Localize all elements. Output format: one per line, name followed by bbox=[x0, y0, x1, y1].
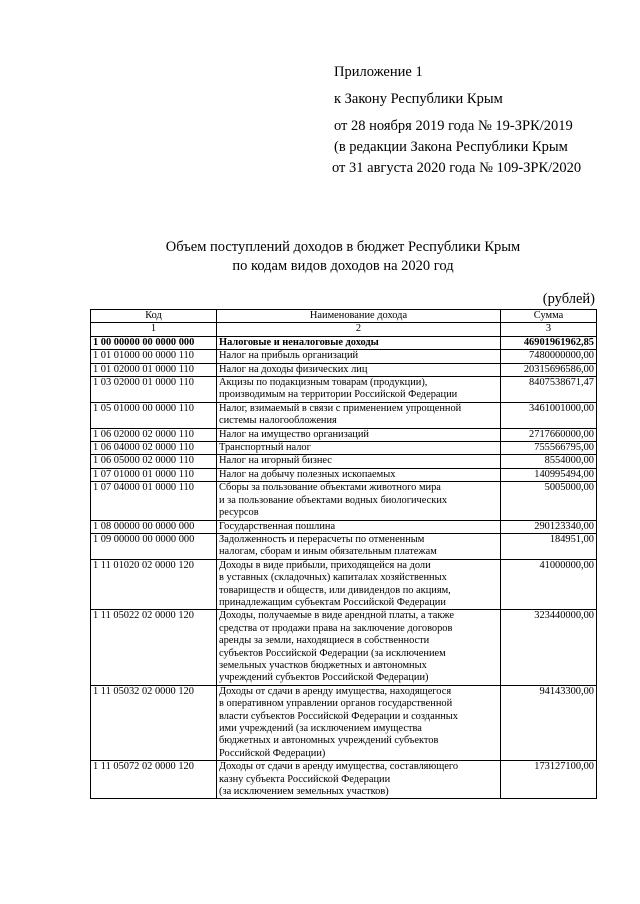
row-name bbox=[217, 685, 501, 760]
column-number-3: 3 bbox=[501, 323, 597, 336]
appendix-header bbox=[334, 62, 634, 179]
row-name-line: Налог, взимаемый в связи с применением упрощенной bbox=[219, 402, 462, 414]
row-code: 1 08 00000 00 0000 000 bbox=[91, 520, 217, 533]
header-code: Код bbox=[91, 310, 217, 323]
row-name-line: Доходы в виде прибыли, приходящейся на доли bbox=[219, 559, 431, 571]
row-code: 1 01 02000 01 0000 110 bbox=[91, 363, 217, 376]
table-body bbox=[91, 336, 597, 799]
appendix-title: Приложение 1 bbox=[334, 64, 423, 80]
row-code: 1 06 04000 02 0000 110 bbox=[91, 442, 217, 455]
table-row bbox=[91, 610, 597, 685]
row-code: 1 11 05032 02 0000 120 bbox=[91, 685, 217, 760]
row-name-line: Доходы от сдачи в аренду имущества, находящегося bbox=[219, 685, 452, 697]
row-sum: 3461001000,00 bbox=[501, 402, 597, 428]
row-name bbox=[217, 533, 501, 559]
row-code: 1 11 01020 02 0000 120 bbox=[91, 559, 217, 610]
table-row bbox=[91, 363, 597, 376]
row-sum: 755566795,00 bbox=[501, 442, 597, 455]
row-name bbox=[217, 336, 501, 349]
row-code: 1 11 05072 02 0000 120 bbox=[91, 761, 217, 799]
title-line-2: по кодам видов доходов на 2020 год bbox=[232, 258, 454, 274]
row-name-line: средства от продажи права на заключение договоров bbox=[219, 622, 453, 634]
table-row bbox=[91, 402, 597, 428]
row-sum: 184951,00 bbox=[501, 533, 597, 559]
row-name-line: товариществ и обществ, или дивидендов по акциям, bbox=[219, 584, 451, 596]
table-row bbox=[91, 468, 597, 481]
row-code: 1 03 02000 01 0000 110 bbox=[91, 377, 217, 403]
row-name bbox=[217, 610, 501, 685]
row-name bbox=[217, 428, 501, 441]
table-row bbox=[91, 350, 597, 363]
row-sum: 290123340,00 bbox=[501, 520, 597, 533]
row-name-line: Задолженность и перерасчеты по отмененным bbox=[219, 533, 425, 545]
row-name-line: принадлежащим субъектам Российской Федерации bbox=[219, 596, 446, 608]
table-row bbox=[91, 482, 597, 520]
table-row bbox=[91, 559, 597, 610]
row-name-line: ресурсов bbox=[219, 507, 259, 519]
row-name-line: Доходы от сдачи в аренду имущества, составляющего bbox=[219, 761, 459, 773]
row-code: 1 09 00000 00 0000 000 bbox=[91, 533, 217, 559]
row-sum: 323440000,00 bbox=[501, 610, 597, 685]
column-number-1: 1 bbox=[91, 323, 217, 336]
row-sum: 140995494,00 bbox=[501, 468, 597, 481]
row-name bbox=[217, 482, 501, 520]
row-code: 1 07 04000 01 0000 110 bbox=[91, 482, 217, 520]
row-name-line: Налог на добычу полезных ископаемых bbox=[219, 468, 396, 480]
row-code: 1 11 05022 02 0000 120 bbox=[91, 610, 217, 685]
table-row bbox=[91, 336, 597, 349]
row-name-line: Налог на имущество организаций bbox=[219, 428, 369, 440]
header-sum: Сумма bbox=[501, 310, 597, 323]
row-sum: 7480000000,00 bbox=[501, 350, 597, 363]
table-header-row bbox=[91, 310, 597, 323]
header-name: Наименование дохода bbox=[217, 310, 501, 323]
row-name-line: субъектов Российской Федерации (за исключением bbox=[219, 647, 446, 659]
row-sum: 20315696586,00 bbox=[501, 363, 597, 376]
row-name-line: системы налогообложения bbox=[219, 415, 337, 427]
appendix-law-reference: к Закону Республики Крым bbox=[334, 91, 503, 107]
row-name-line: Акцизы по подакцизным товарам (продукции), bbox=[219, 377, 428, 389]
unit-label: (рублей) bbox=[542, 291, 595, 307]
table-row bbox=[91, 520, 597, 533]
row-sum: 173127100,00 bbox=[501, 761, 597, 799]
row-name-line: бюджетных и автономных учреждений субъектов bbox=[219, 735, 439, 747]
row-name-line: Налог на прибыль организаций bbox=[219, 350, 359, 362]
row-code: 1 05 01000 00 0000 110 bbox=[91, 402, 217, 428]
income-table bbox=[90, 309, 597, 799]
row-name-line: казну субъекта Российской Федерации bbox=[219, 773, 391, 785]
row-sum: 5005000,00 bbox=[501, 482, 597, 520]
row-name-line: Налоговые и неналоговые доходы bbox=[219, 336, 379, 348]
table-row bbox=[91, 428, 597, 441]
row-name-line: учреждений субъектов Российской Федерации) bbox=[219, 672, 429, 684]
row-name-line: Государственная пошлина bbox=[219, 520, 336, 532]
table-row bbox=[91, 455, 597, 468]
table-row bbox=[91, 761, 597, 799]
row-sum: 8554000,00 bbox=[501, 455, 597, 468]
row-sum: 46901961962,85 bbox=[501, 336, 597, 349]
row-sum: 2717660000,00 bbox=[501, 428, 597, 441]
row-name bbox=[217, 402, 501, 428]
row-code: 1 00 00000 00 0000 000 bbox=[91, 336, 217, 349]
row-name bbox=[217, 468, 501, 481]
row-sum: 8407538671,47 bbox=[501, 377, 597, 403]
row-name bbox=[217, 363, 501, 376]
row-name-line: налогам, сборам и иным обязательным платежам bbox=[219, 546, 437, 558]
appendix-edition-date: от 31 августа 2020 года № 109-ЗРК/2020 bbox=[332, 160, 582, 176]
title-line-1: Объем поступлений доходов в бюджет Республики Крым bbox=[165, 239, 521, 255]
row-name bbox=[217, 559, 501, 610]
row-code: 1 06 02000 02 0000 110 bbox=[91, 428, 217, 441]
table-row bbox=[91, 685, 597, 760]
row-name-line: в оперативном управлении органов государственной bbox=[219, 698, 453, 710]
row-name-line: и за пользование объектами водных биологических bbox=[219, 494, 448, 506]
row-name-line: Налог на доходы физических лиц bbox=[219, 363, 368, 375]
row-name bbox=[217, 520, 501, 533]
row-name bbox=[217, 442, 501, 455]
table-row bbox=[91, 442, 597, 455]
row-name-line: Транспортный налог bbox=[219, 442, 311, 454]
document-title bbox=[0, 238, 640, 276]
row-sum: 41000000,00 bbox=[501, 559, 597, 610]
row-name-line: ими учреждений (за исключением имущества bbox=[219, 723, 422, 734]
row-name-line: производимым на территории Российской Федерации bbox=[219, 389, 458, 401]
row-name-line: Российской Федерации) bbox=[219, 747, 326, 759]
row-code: 1 07 01000 01 0000 110 bbox=[91, 468, 217, 481]
row-name-line: земельных участков бюджетных и автономных bbox=[219, 659, 427, 671]
row-code: 1 01 01000 00 0000 110 bbox=[91, 350, 217, 363]
row-name-line: Налог на игорный бизнес bbox=[219, 455, 332, 467]
row-name-line: аренды за земли, находящиеся в собственности bbox=[219, 635, 430, 647]
row-code: 1 06 05000 02 0000 110 bbox=[91, 455, 217, 468]
row-name bbox=[217, 455, 501, 468]
row-name-line: в уставных (складочных) капиталах хозяйственных bbox=[219, 572, 447, 584]
table-row bbox=[91, 377, 597, 403]
row-name bbox=[217, 377, 501, 403]
appendix-edition-note: (в редакции Закона Республики Крым bbox=[334, 139, 568, 155]
row-name-line: власти субъектов Российской Федерации и созданных bbox=[219, 710, 458, 722]
appendix-law-date: от 28 ноября 2019 года № 19-ЗРК/2019 bbox=[334, 118, 573, 134]
row-name-line: Доходы, получаемые в виде арендной платы, а также bbox=[219, 610, 455, 622]
row-name-line: (за исключением земельных участков) bbox=[219, 786, 389, 798]
row-name-line: Сборы за пользование объектами животного мира bbox=[219, 482, 441, 494]
row-name bbox=[217, 350, 501, 363]
column-number-row bbox=[91, 323, 597, 336]
row-name bbox=[217, 761, 501, 799]
row-sum: 94143300,00 bbox=[501, 685, 597, 760]
table-row bbox=[91, 533, 597, 559]
column-number-2: 2 bbox=[217, 323, 501, 336]
